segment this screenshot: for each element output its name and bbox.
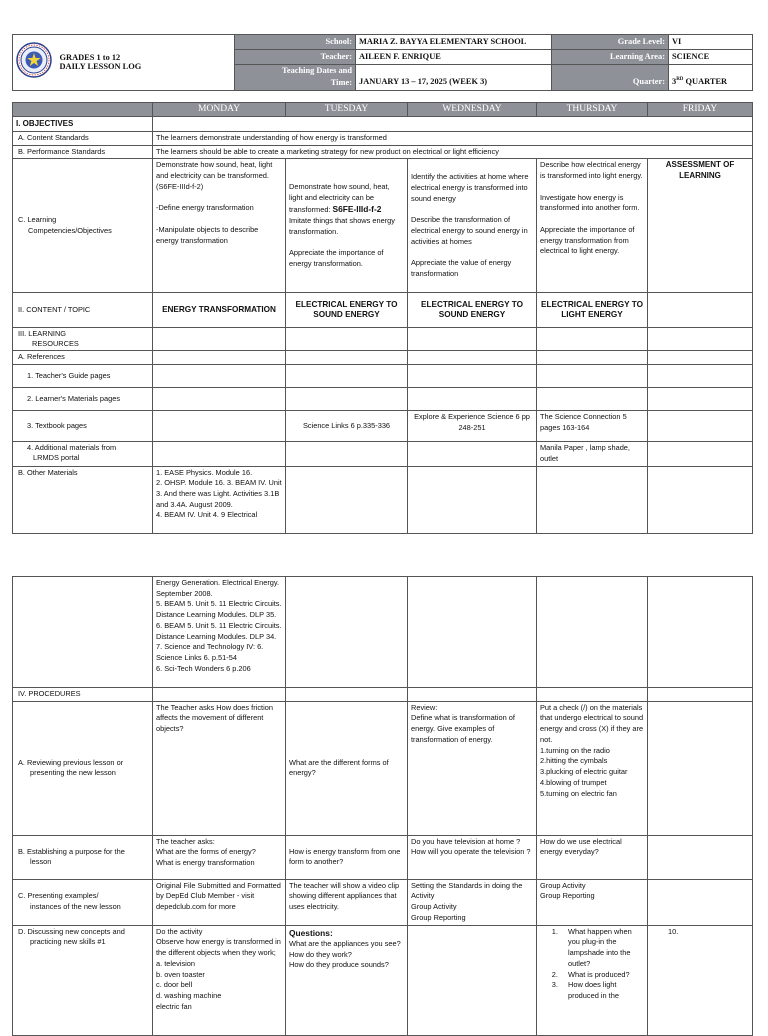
competencies-monday: Demonstrate how sound, heat, light and electricity can be transformed. (S6FE-IIId-f-2) -Define energy transformation -Manipulate objects to describe energy transformation xyxy=(153,159,286,293)
competencies-label: C. Learning Competencies/Objectives xyxy=(13,159,153,293)
dates-value: JANUARY 13 – 17, 2025 (WEEK 3) xyxy=(356,65,552,90)
thursday-question-list xyxy=(540,927,644,1002)
day-thursday: THURSDAY xyxy=(537,102,648,117)
content-standards-label: A. Content Standards xyxy=(13,131,153,145)
dates-label-1: Teaching Dates and xyxy=(235,65,356,78)
lesson-log-page-1 xyxy=(12,34,752,534)
day-header-blank xyxy=(13,102,153,117)
list-item: 1. What happen when you plug-in the lampshade into the outlet? xyxy=(560,927,644,970)
list-item: 2. What is produced? xyxy=(560,970,644,981)
procedure-d-label: D. Discussing new concepts and practicing new skills #1 xyxy=(13,925,153,1035)
quarter-num: 3 xyxy=(672,77,677,87)
questions-title: Questions: xyxy=(289,927,333,938)
procedure-c-thursday: Group Activity Group Reporting xyxy=(537,879,648,925)
day-friday: FRIDAY xyxy=(648,102,753,117)
topic-monday: ENERGY TRANSFORMATION xyxy=(153,293,286,328)
references-label: A. References xyxy=(13,351,153,365)
log-title xyxy=(57,35,235,91)
assessment-friday: ASSESSMENT OF LEARNING xyxy=(648,159,753,293)
procedure-b-wednesday: Do you have television at home ? How will you operate the television ? xyxy=(408,835,537,879)
lesson-table-2 xyxy=(12,576,753,1036)
procedure-b-monday: The teacher asks: What are the forms of energy? What is energy transformation xyxy=(153,835,286,879)
procedure-b-thursday: How do we use electrical energy everyday? xyxy=(537,835,648,879)
textbook-thursday: The Science Connection 5 pages 163-164 xyxy=(537,411,648,442)
procedure-c-tuesday: The teacher will show a video clip showing different appliances that uses electricity. xyxy=(286,879,408,925)
area-value: SCIENCE xyxy=(669,50,753,65)
topic-tuesday: ELECTRICAL ENERGY TO SOUND ENERGY xyxy=(286,293,408,328)
procedure-c-monday: Original File Submitted and Formatted by DepEd Club Member - visit depedclub.com for more xyxy=(153,879,286,925)
other-materials-monday-continued: Energy Generation. Electrical Energy. September 2008. 5. BEAM 5. Unit 5. 11 Electric Circuits. Distance Learning Modules. DLP 35. 6. BEAM 5. Unit 5. 11 Electric Circuits. Distance Learning Modules. DLP 34. 7. Science and Technology IV: 6. Science Links 6. p.51-54 6. Sci-Tech Wonders 6 p.206 xyxy=(153,577,286,688)
deped-seal xyxy=(13,35,57,91)
header-table xyxy=(12,34,753,91)
textbook-tuesday: Science Links 6 p.335-336 xyxy=(286,411,408,442)
lesson-table-1 xyxy=(12,102,753,534)
competency-code: S6FE-IIId-f-2 xyxy=(332,204,382,215)
procedure-a-wednesday: Review: Define what is transformation of energy. Give examples of transformation of energy. xyxy=(408,701,537,835)
deped-seal-icon xyxy=(16,42,52,78)
procedure-a-monday: The Teacher asks How does friction affects the movement of different objects? xyxy=(153,701,286,835)
teacher-value: AILEEN F. ENRIQUE xyxy=(356,50,552,65)
day-wednesday: WEDNESDAY xyxy=(408,102,537,117)
performance-standards-label: B. Performance Standards xyxy=(13,145,153,159)
quarter-word: QUARTER xyxy=(683,77,728,87)
teacher-label: Teacher: xyxy=(235,50,356,65)
procedure-a-thursday: Put a check (/) on the materials that undergo electrical to sound energy and cross (X) if they are not. 1.turning on the radio 2.hitting the cymbals 3.plucking of electric guitar 4.blowing of trumpet 5.turning on electric fan xyxy=(537,701,648,835)
list-item: 3. How does light produced in the xyxy=(560,980,644,1001)
procedure-b-tuesday: How is energy transform from one form to another? xyxy=(286,835,408,879)
grade-value: VI xyxy=(669,35,753,50)
procedure-d-monday: Do the activity Observe how energy is transformed in the different objects when they work; a. television b. oven toaster c. door bell d. washing machine electric fan xyxy=(153,925,286,1035)
textbook-pages-label: 3. Textbook pages xyxy=(13,411,153,442)
procedure-c-label: C. Presenting examples/ instances of the new lesson xyxy=(13,879,153,925)
content-topic-label: II. CONTENT / TOPIC xyxy=(13,293,153,328)
procedures-heading: IV. PROCEDURES xyxy=(13,688,153,702)
area-label: Learning Area: xyxy=(552,50,669,65)
competencies-thursday: Describe how electrical energy is transformed into light energy. Investigate how energy is transformed into another form. Appreciate the importance of energy transformation from electrical to light energy. xyxy=(537,159,648,293)
procedure-d-thursday xyxy=(537,925,648,1035)
topic-thursday: ELECTRICAL ENERGY TO LIGHT ENERGY xyxy=(537,293,648,328)
dates-label-2: Time: xyxy=(235,77,356,90)
school-label: School: xyxy=(235,35,356,50)
procedure-d-friday: 10. xyxy=(648,925,753,1035)
day-header-row xyxy=(13,102,753,117)
other-materials-label: B. Other Materials xyxy=(13,466,153,533)
procedure-b-label: B. Establishing a purpose for the lesson xyxy=(13,835,153,879)
other-materials-monday: 1. EASE Physics. Module 16. 2. OHSP. Module 16. 3. BEAM IV. Unit 3. And there was Light. Activities 3.1B and 3.4A. August 2009. 4. BEAM IV. Unit 4. 9 Electrical xyxy=(153,466,286,533)
topic-wednesday: ELECTRICAL ENERGY TO SOUND ENERGY xyxy=(408,293,537,328)
additional-materials-label: 4. Additional materials from LRMDS portal xyxy=(13,442,153,466)
procedure-a-label: A. Reviewing previous lesson or presenting the new lesson xyxy=(13,701,153,835)
textbook-wednesday: Explore & Experience Science 6 pp 248-251 xyxy=(408,411,537,442)
learners-materials-label: 2. Learner's Materials pages xyxy=(13,388,153,411)
title-line-2: DAILY LESSON LOG xyxy=(59,62,142,72)
procedure-d-tuesday: Questions: What are the appliances you see? How do they work? How do they produce sounds? xyxy=(286,925,408,1035)
quarter-label: Quarter: xyxy=(552,65,669,90)
additional-thursday: Manila Paper , lamp shade, outlet xyxy=(537,442,648,466)
performance-standards-text: The learners should be able to create a marketing strategy for new product on electrical or light efficiency xyxy=(153,145,753,159)
title-line-1: GRADES 1 to 12 xyxy=(59,52,121,62)
learning-resources-label: III. LEARNING RESOURCES xyxy=(13,328,153,351)
procedure-a-tuesday: What are the different forms of energy? xyxy=(286,701,408,835)
lesson-log-page-2 xyxy=(12,576,752,1036)
content-standards-text: The learners demonstrate understanding of how energy is transformed xyxy=(153,131,753,145)
quarter-sup: RD xyxy=(676,77,684,83)
procedure-c-wednesday: Setting the Standards in doing the Activity Group Activity Group Reporting xyxy=(408,879,537,925)
quarter-value xyxy=(669,65,753,90)
competencies-tuesday: Demonstrate how sound, heat, light and electricity can be transformed: S6FE-IIId-f-2 Imitate things that shows energy transformation. Appreciate the importance of energy transformation. xyxy=(286,159,408,293)
teachers-guide-label: 1. Teacher's Guide pages xyxy=(13,365,153,388)
grade-label: Grade Level: xyxy=(552,35,669,50)
day-tuesday: TUESDAY xyxy=(286,102,408,117)
school-value: MARIA Z. BAYYA ELEMENTARY SCHOOL xyxy=(356,35,552,50)
day-monday: MONDAY xyxy=(153,102,286,117)
objectives-heading: I. OBJECTIVES xyxy=(13,117,153,132)
competencies-wednesday: Identify the activities at home where electrical energy is transformed into sound energy Describe the transformation of electrical energy to sound energy in activities at homes Appreciate the value of energy transformation xyxy=(408,159,537,293)
